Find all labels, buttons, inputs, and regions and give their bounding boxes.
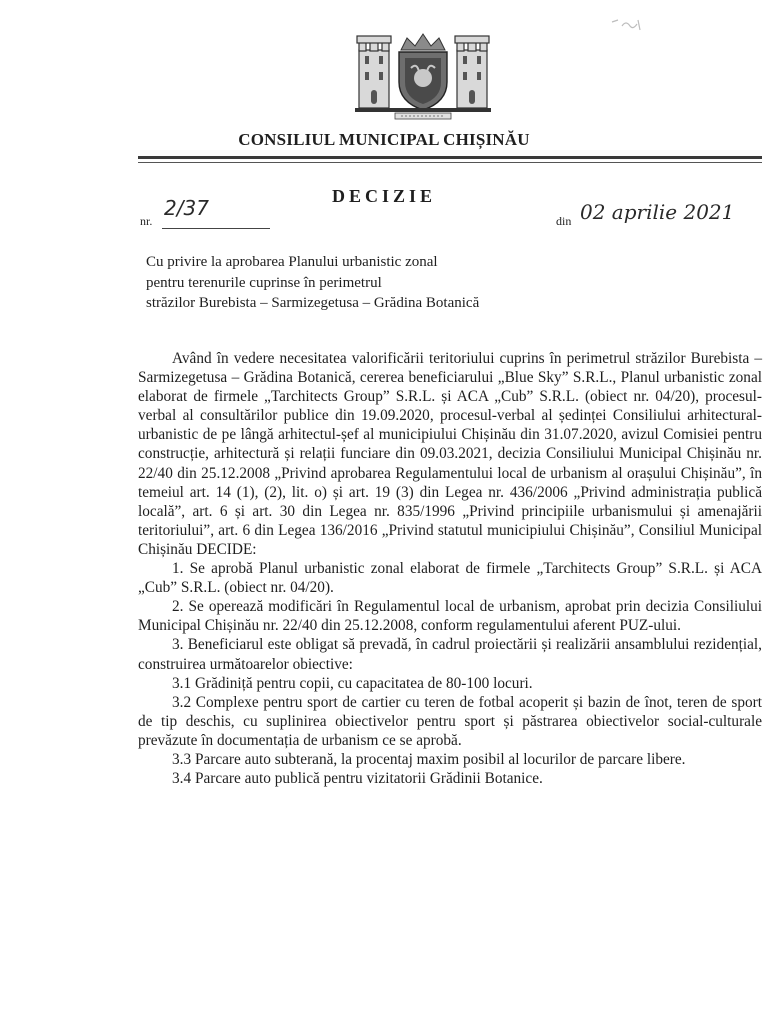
- article-paragraph: 3.4 Parcare auto publică pentru vizitatorii Grădinii Botanice.: [172, 770, 543, 788]
- city-coat-of-arms-icon: [355, 28, 491, 120]
- decision-subject: [146, 252, 606, 314]
- subject-line: Cu privire la aprobarea Planului urbanistic zonal: [146, 254, 438, 270]
- article-paragraph: 3.2 Complexe pentru sport de cartier cu teren de fotbal acoperit și bazin de înot, teren de sport de tip deschis, cu suplinirea obiectivelor pentru sport și păstrarea obiectivelor social-culturale prevăzute în documentația de urbanism ce se aprobă.: [138, 693, 762, 749]
- article-paragraph: 3.1 Grădiniță pentru copii, cu capacitatea de 80-100 locuri.: [172, 674, 533, 692]
- header-rule-thick: [138, 156, 762, 159]
- decision-date-label: din: [556, 214, 572, 228]
- header-rule-thin: [138, 162, 762, 163]
- article-paragraph: 1. Se aprobă Planul urbanistic zonal elaborat de firmele „Tarchitects Group” S.R.L. și ACA „Cub” S.R.L. (obiect nr. 04/20).: [138, 560, 762, 597]
- decision-number-underline: [162, 228, 270, 229]
- article-paragraph: 2. Se operează modificări în Regulamentul local de urbanism, aprobat prin decizia Consiliului Municipal Chișinău nr. 22/40 din 25.12.2008, conform regulamentului aferent PUZ-ului.: [138, 598, 762, 635]
- subject-line: pentru terenurile cuprinse în perimetrul: [146, 274, 382, 291]
- preamble-paragraph: Având în vedere necesitatea valorificării teritoriului cuprins în perimetrul străzilor Burebista – Sarmizegetusa – Grădina Botanică, cererea beneficiarului „Blue Sky” S.R.L., Planul urbanistic zonal elaborat de firmele „Tarchitects Group” S.R.L. și ACA „Cub” S.R.L. (obiect nr. 04/20), procesul-verbal al consultărilor publice din 19.09.2020, procesul-verbal al ședinței Consiliului arhitectural-urbanistic de pe lângă arhitectul-șef al municipiului Chișinău din 31.07.2020, avizul Comisiei pentru construcție, arhitectură și relații funciare din 09.03.2021, decizia Consiliului Municipal Chișinău nr. 22/40 din 25.12.2008 „Privind aprobarea Regulamentului local de urbanism al orașului Chișinău”, în temeiul art. 14 (1), (2), lit. o) și art. 19 (3) din Legea nr. 436/2006 „Privind administrația publică locală”, art. 6 și art. 30 din Legea nr. 835/1996 „Privind principiile urbanismului și amenajării teritoriului”, art. 6 din Legea 136/2016 „Privind statutul municipiului Chișinău”, Consiliul Municipal Chișinău DECIDE:: [138, 350, 762, 558]
- document-title: DECIZIE: [331, 186, 437, 206]
- subject-line: străzilor Burebista – Sarmizegetusa – Grădina Botanică: [146, 295, 480, 311]
- decision-body: [138, 349, 762, 788]
- scan-mark-icon: [608, 16, 648, 36]
- decision-date-value: 02 aprilie 2021: [580, 200, 735, 224]
- council-name: CONSILIUL MUNICIPAL CHIȘINĂU: [238, 130, 530, 149]
- article-paragraph: 3. Beneficiarul este obligat să prevadă, în cadrul proiectării și realizării ansamblului rezidențial, construirea următoarelor obiective:: [138, 636, 762, 673]
- decision-number-value: 2/37: [164, 196, 209, 220]
- decision-number-label: nr.: [140, 214, 153, 228]
- article-paragraph: 3.3 Parcare auto subterană, la procentaj maxim posibil al locurilor de parcare libere.: [172, 750, 686, 768]
